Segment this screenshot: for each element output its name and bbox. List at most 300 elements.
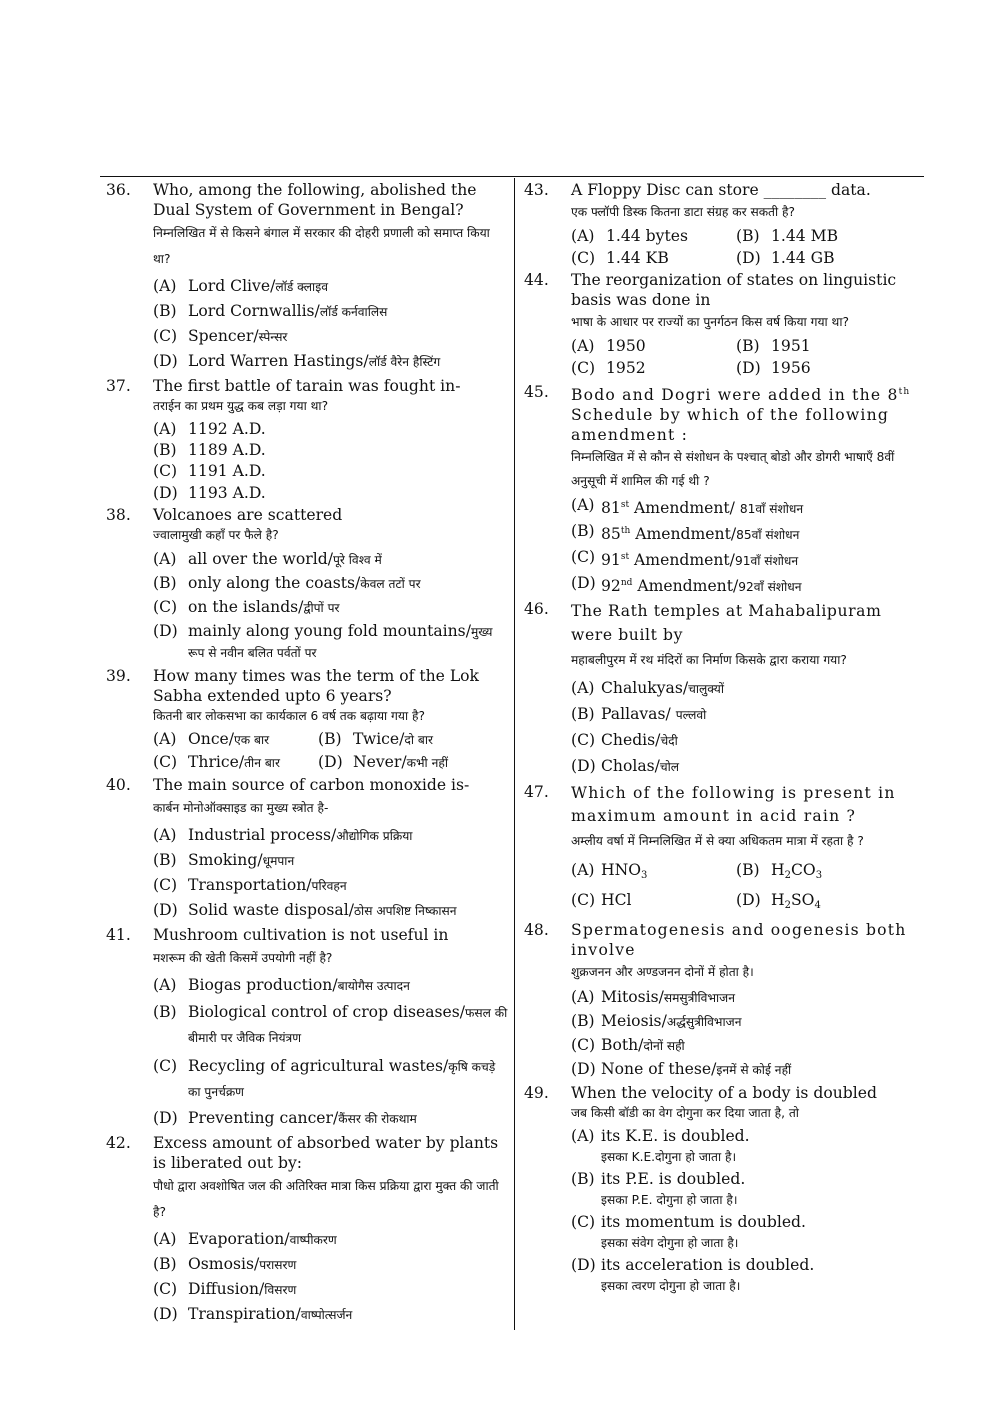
option-text-en: Never/ [353, 753, 407, 771]
option-b [153, 1254, 508, 1275]
option-label: (D) [153, 901, 178, 919]
option-text-en: Lord Clive/ [188, 277, 276, 295]
option-text-en: 1.44 MB [771, 227, 839, 245]
question-text-en: When the velocity of a body is doubled [571, 1084, 877, 1102]
option-row [571, 336, 922, 356]
option-text-hi: स्पेन्सर [258, 330, 288, 344]
question-text-hi: अम्लीय वर्षा में निम्नलिखित में से क्या अधिकतम मात्रा में रहता है ? [571, 834, 864, 848]
option-label: (D) [571, 574, 596, 592]
option-c [153, 326, 508, 347]
option-b [318, 729, 483, 750]
option-text-en: Smoking/ [188, 851, 263, 869]
option-b [736, 860, 901, 886]
question-text-hi: कार्बन मोनोऑक्साइड का मुख्य स्त्रोत है- [153, 801, 329, 815]
question-text-hi: निम्नलिखित में से किसने बंगाल में सरकार की दोहरी प्रणाली को समाप्त किया था? [153, 226, 490, 266]
option-label: (C) [153, 327, 178, 345]
option-text-hi: पल्लवो [675, 708, 707, 722]
option-b [571, 1169, 922, 1211]
option-text-en: Transportation/ [188, 876, 312, 894]
question-number: 45. [524, 383, 549, 401]
question-37 [106, 376, 508, 503]
option-b [571, 1011, 922, 1032]
option-text-en: Meiosis/ [601, 1012, 667, 1030]
option-label: (A) [571, 861, 595, 879]
option-label: (D) [571, 757, 596, 775]
option-text-hi: इसका K.E.दोगुना हो जाता है। [601, 1150, 737, 1164]
ordinal: 85 [601, 525, 621, 543]
option-text-en: 1.44 GB [771, 249, 835, 267]
option-d [318, 752, 483, 773]
option-a [153, 549, 508, 570]
option-row [153, 752, 508, 773]
option-text-hi: तीन बार [244, 756, 280, 770]
option-text-hi: इसका त्वरण दोगुना हो जाता है। [601, 1279, 741, 1293]
question-text-hi: जब किसी बॉडी का वेग दोगुना कर दिया जाता है, तो [571, 1106, 799, 1120]
question-number: 39. [106, 667, 131, 685]
question-number: 38. [106, 506, 131, 524]
option-text-en: 1.44 KB [606, 249, 669, 267]
option-label: (A) [153, 1230, 177, 1248]
question-text-hi: कितनी बार लोकसभा का कार्यकाल 6 वर्ष तक बढ़ाया गया है? [153, 709, 425, 723]
option-label: (D) [153, 1109, 178, 1127]
option-text-en: Industrial process/ [188, 826, 337, 844]
question-46 [524, 599, 922, 777]
option-c [153, 752, 318, 773]
option-a [571, 336, 736, 356]
option-label: (C) [153, 1280, 178, 1298]
options [571, 1126, 922, 1297]
text-part: Schedule by which of the following amendment : [571, 406, 890, 444]
left-column [106, 180, 508, 1329]
option-d [153, 351, 508, 372]
option-text-hi: परासरण [259, 1258, 297, 1272]
option-c [571, 248, 736, 268]
formula-part: HNO [601, 861, 642, 879]
option-text-en: Chalukyas/ [601, 679, 689, 697]
option-text-hi: इसका P.E. दोगुना हो जाता है। [601, 1193, 738, 1207]
question-number: 36. [106, 181, 131, 199]
option-label: (B) [153, 302, 177, 320]
option-text-en: Lord Cornwallis/ [188, 302, 320, 320]
option-label: (B) [736, 227, 760, 245]
option-label: (C) [571, 731, 596, 749]
superscript: st [620, 500, 630, 510]
formula-part: CO [790, 861, 816, 879]
question-text-en: The main source of carbon monoxide is- [153, 776, 470, 794]
option-text-en: Biogas production/ [188, 976, 338, 994]
options [153, 975, 508, 1129]
option-b [153, 1000, 508, 1050]
option-label: (A) [571, 988, 595, 1006]
option-text-en: Lord Warren Hastings/ [188, 352, 369, 370]
option-c [571, 358, 736, 378]
option-d [153, 621, 508, 663]
option-label: (D) [318, 753, 343, 771]
option-a [571, 987, 922, 1008]
option-row [571, 860, 922, 886]
option-d [153, 1108, 508, 1129]
option-label: (C) [571, 249, 596, 267]
option-b [153, 440, 508, 460]
option-a [153, 729, 318, 750]
option-text-hi: चालुक्यों [688, 682, 725, 696]
option-label: (A) [153, 730, 177, 748]
option-label: (C) [153, 462, 178, 480]
question-number: 42. [106, 1134, 131, 1152]
option-a [153, 975, 508, 996]
question-text-en [571, 382, 922, 445]
option-b [153, 301, 508, 322]
option-a [571, 1126, 922, 1168]
question-number: 40. [106, 776, 131, 794]
option-label: (B) [571, 705, 595, 723]
superscript: st [620, 552, 630, 562]
option-c [571, 1212, 922, 1254]
question-text-hi: तराईन का प्रथम युद्ध कब लड़ा गया था? [153, 399, 329, 413]
option-d [571, 1255, 922, 1297]
subscript: 3 [815, 870, 823, 881]
option-text-en: on the islands/ [188, 598, 304, 616]
subscript: 4 [814, 900, 821, 911]
question-number: 43. [524, 181, 549, 199]
option-label: (C) [153, 598, 178, 616]
question-48 [524, 920, 922, 1080]
ordinal: 81 [601, 499, 621, 517]
option-text-en: its acceleration is doubled. [601, 1256, 815, 1274]
option-text-en: Preventing cancer/ [188, 1109, 339, 1127]
option-b [153, 573, 508, 594]
option-text-en: only along the coasts/ [188, 574, 361, 592]
option-label: (A) [153, 277, 177, 295]
question-text-hi: महाबलीपुरम में रथ मंदिरों का निर्माण किसके द्वारा कराया गया? [571, 653, 847, 667]
option-label: (C) [571, 548, 596, 566]
option-label: (B) [736, 861, 760, 879]
option-text-hi: धूमपान [262, 854, 295, 868]
question-number: 37. [106, 377, 131, 395]
question-number: 44. [524, 271, 549, 289]
option-text-hi: परिवहन [311, 879, 347, 893]
option-c [153, 597, 508, 618]
option-text-hi: कभी नहीं [406, 756, 448, 770]
option-label: (B) [571, 1012, 595, 1030]
subscript: 2 [784, 900, 791, 911]
question-text-hi: एक फ्लॉपी डिस्क कितना डाटा संग्रह कर सकती है? [571, 205, 795, 219]
option-label: (D) [153, 352, 178, 370]
option-text-en: Both/ [601, 1036, 644, 1054]
option-d [153, 483, 508, 503]
option-text-en: Thrice/ [188, 753, 245, 771]
question-42 [106, 1133, 508, 1325]
option-text-en: 1952 [606, 359, 646, 377]
question-45 [524, 382, 922, 597]
question-text-en: Spermatogenesis and oogenesis both involve [571, 921, 907, 959]
option-text-en: Amendment/ [629, 551, 735, 569]
option-d [153, 900, 508, 921]
option-c [571, 890, 736, 916]
text-part: Bodo and Dogri were added in the 8 [571, 386, 899, 404]
option-d [153, 1304, 508, 1325]
formula-part: SO [790, 891, 815, 909]
question-text-en: The reorganization of states on linguistic basis was done in [571, 271, 897, 309]
top-rule [100, 176, 924, 177]
option-label: (B) [153, 441, 177, 459]
superscript: th [620, 526, 631, 536]
option-text-en: Chedis/ [601, 731, 661, 749]
question-text-en: How many times was the term of the Lok Sabha extended upto 6 years? [153, 667, 480, 705]
option-text-hi: इसका संवेग दोगुना हो जाता है। [601, 1236, 739, 1250]
question-text-en: Volcanoes are scattered [153, 506, 343, 524]
option-text-hi: समसुत्रीविभाजन [663, 991, 735, 1005]
question-36 [106, 180, 508, 372]
option-text-en: 1950 [606, 337, 646, 355]
question-number: 46. [524, 600, 549, 618]
option-text-en: Amendment/ [632, 577, 739, 595]
option-c [153, 1054, 508, 1104]
option-text-en: 1189 A.D. [188, 441, 266, 459]
option-c [153, 461, 508, 481]
question-text-en: A Floppy Disc can store ________ data. [571, 181, 871, 199]
option-text-en: Amendment/ [630, 525, 737, 543]
option-a [571, 495, 922, 519]
option-label: (A) [153, 976, 177, 994]
superscript: nd [620, 578, 633, 588]
option-text-hi: वाष्पोत्सर्जन [300, 1308, 353, 1322]
formula-part: H [771, 861, 785, 879]
option-label: (B) [571, 1170, 595, 1188]
option-text-hi: दो बार [404, 733, 434, 747]
formula-part: HCl [601, 891, 632, 909]
option-text-en: 1951 [771, 337, 811, 355]
option-d [736, 890, 901, 916]
question-number: 41. [106, 926, 131, 944]
option-text-en: Twice/ [353, 730, 405, 748]
option-label: (D) [571, 1060, 596, 1078]
subscript: 2 [784, 870, 791, 881]
options [153, 549, 508, 663]
option-label: (A) [571, 227, 595, 245]
option-text-en: Amendment/ [629, 499, 740, 517]
option-row [571, 248, 922, 268]
question-text-en: The first battle of tarain was fought in- [153, 377, 461, 395]
option-text-hi: मुख्य रूप से नवीन बलित पर्वतों पर [188, 625, 493, 660]
option-text-hi: बायोगैस उत्पादन [337, 979, 410, 993]
option-c [153, 875, 508, 896]
option-text-en: Cholas/ [601, 757, 660, 775]
option-text-hi: द्वीपों पर [303, 601, 340, 615]
option-label: (C) [571, 359, 596, 377]
formula-part: H [771, 891, 785, 909]
question-44 [524, 270, 922, 378]
option-text-en: 1193 A.D. [188, 484, 266, 502]
option-text-hi: चेदी [660, 734, 678, 748]
ordinal: 92 [601, 577, 621, 595]
option-label: (D) [571, 1256, 596, 1274]
question-number: 47. [524, 783, 549, 801]
option-d [571, 1059, 922, 1080]
option-text-hi: 91वाँ संशोधन [734, 554, 799, 568]
option-text-hi: 92वाँ संशोधन [738, 580, 802, 594]
option-text-hi: ठोस अपशिष्ट निष्कासन [353, 904, 457, 918]
option-label: (D) [736, 891, 761, 909]
question-47 [524, 782, 922, 916]
question-39 [106, 666, 508, 773]
option-label: (A) [153, 550, 177, 568]
option-text-hi: पूरे विश्व में [332, 553, 382, 567]
option-text-hi: एक बार [234, 733, 270, 747]
question-text-hi: भाषा के आधार पर राज्यों का पुनर्गठन किस वर्ष किया गया था? [571, 315, 849, 329]
question-text-hi: निम्नलिखित में से कौन से संशोधन के पश्चात् बोडो और डोगरी भाषाएँ 8वीं अनुसूची में शामिल की गई थी ? [571, 450, 895, 488]
option-row [571, 890, 922, 916]
option-label: (C) [153, 753, 178, 771]
option-text-hi: लॉर्ड वैरेन हैस्टिंग [368, 355, 441, 369]
option-label: (B) [153, 574, 177, 592]
option-label: (A) [571, 1127, 595, 1145]
question-number: 49. [524, 1084, 549, 1102]
options [153, 276, 508, 372]
option-text-en: Diffusion/ [188, 1280, 265, 1298]
option-text-en: its momentum is doubled. [601, 1213, 806, 1231]
option-text-hi: विसरण [264, 1283, 297, 1297]
option-a [153, 825, 508, 846]
option-text-hi: लॉर्ड कर्नवालिस [319, 305, 388, 319]
option-text-en: Recycling of agricultural wastes/ [188, 1057, 449, 1075]
options [153, 1229, 508, 1325]
option-a [153, 276, 508, 297]
options [571, 678, 922, 777]
question-41 [106, 925, 508, 1129]
option-label: (C) [571, 1213, 596, 1231]
option-b [571, 521, 922, 545]
superscript: th [898, 387, 911, 397]
option-text-en: None of these/ [601, 1060, 717, 1078]
option-row [153, 729, 508, 750]
subscript: 3 [641, 870, 648, 881]
option-label: (C) [153, 876, 178, 894]
option-a [153, 1229, 508, 1250]
option-label: (B) [153, 851, 177, 869]
ordinal: 91 [601, 551, 621, 569]
option-label: (C) [153, 1057, 178, 1075]
option-text-en: Solid waste disposal/ [188, 901, 354, 919]
option-label: (B) [318, 730, 342, 748]
option-text-en: Mitosis/ [601, 988, 664, 1006]
option-text-hi: अर्द्धसुत्रीविभाजन [666, 1015, 742, 1029]
option-label: (A) [571, 496, 595, 514]
option-text-hi: लॉर्ड क्लाइव [275, 280, 328, 294]
question-text-en: The Rath temples at Mahabalipuram were built by [571, 602, 882, 644]
option-text-en: its P.E. is doubled. [601, 1170, 746, 1188]
question-text-hi: शुक्रजनन और अण्डजनन दोनों में होता है। [571, 965, 754, 979]
option-text-hi: औद्योगिक प्रक्रिया [336, 829, 413, 843]
options [571, 495, 922, 597]
option-text-hi: 85वाँ संशोधन [736, 528, 800, 542]
option-label: (D) [736, 359, 761, 377]
right-column [524, 180, 922, 1298]
option-b [571, 704, 922, 725]
option-c [571, 547, 922, 571]
option-row [571, 358, 922, 378]
question-text-hi: ज्वालामुखी कहाँ पर फैले है? [153, 528, 279, 542]
option-label: (D) [153, 1305, 178, 1323]
option-b [153, 850, 508, 871]
question-number: 48. [524, 921, 549, 939]
option-text-hi: दोनों सही [643, 1039, 685, 1053]
option-text-hi: कैंसर की रोकथाम [338, 1112, 417, 1126]
question-43 [524, 180, 922, 268]
option-text-hi: वाष्पीकरण [289, 1233, 337, 1247]
options [153, 825, 508, 921]
option-label: (A) [571, 337, 595, 355]
option-label: (A) [153, 420, 177, 438]
option-text-hi: चोल [659, 760, 680, 774]
option-text-en: 1192 A.D. [188, 420, 266, 438]
options [571, 987, 922, 1080]
option-b [736, 226, 901, 246]
option-text-en: Transpiration/ [188, 1305, 301, 1323]
option-text-hi: 81वाँ संशोधन [739, 502, 804, 516]
question-text-en: Which of the following is present in maximum amount in acid rain ? [571, 784, 896, 825]
option-label: (A) [153, 826, 177, 844]
question-text-en: Who, among the following, abolished the Dual System of Government in Bengal? [153, 181, 477, 219]
option-label: (B) [571, 522, 595, 540]
column-divider [514, 178, 515, 1330]
question-text-en: Mushroom cultivation is not useful in [153, 926, 449, 944]
option-text-hi: फसल की बीमारी पर जैविक नियंत्रण [188, 1006, 508, 1045]
option-text-en: all over the world/ [188, 550, 333, 568]
option-row [571, 226, 922, 246]
option-label: (D) [153, 484, 178, 502]
option-text-en: Pallavas/ [601, 705, 676, 723]
option-d [736, 248, 901, 268]
option-c [571, 730, 922, 751]
option-text-en: Once/ [188, 730, 235, 748]
option-text-en: its K.E. is doubled. [601, 1127, 750, 1145]
option-d [736, 358, 901, 378]
option-text-en: mainly along young fold mountains/ [188, 622, 471, 640]
option-a [571, 678, 922, 699]
option-text-hi: कृषि कचड़े का पुनर्चक्रण [188, 1060, 496, 1099]
option-c [571, 1035, 922, 1056]
option-d [571, 573, 922, 597]
option-label: (B) [153, 1003, 177, 1021]
options [153, 419, 508, 503]
option-label: (D) [153, 622, 178, 640]
option-text-en: 1956 [771, 359, 811, 377]
question-49 [524, 1083, 922, 1297]
option-text-en: 1191 A.D. [188, 462, 266, 480]
option-label: (B) [736, 337, 760, 355]
option-d [571, 756, 922, 777]
question-text-en: Excess amount of absorbed water by plants is liberated out by: [153, 1134, 499, 1172]
option-b [736, 336, 901, 356]
option-c [153, 1279, 508, 1300]
option-a [571, 860, 736, 886]
option-label: (A) [571, 679, 595, 697]
question-text-hi: पौधो द्वारा अवशोषित जल की अतिरिक्त मात्रा किस प्रक्रिया द्वारा मुक्त की जाती है? [153, 1179, 499, 1219]
option-text-en: 1.44 bytes [606, 227, 688, 245]
option-a [571, 226, 736, 246]
question-40 [106, 775, 508, 921]
option-text-hi: केवल तटों पर [360, 577, 421, 591]
option-text-hi: इनमें से कोई नहीं [716, 1063, 792, 1077]
option-label: (B) [153, 1255, 177, 1273]
option-label: (C) [571, 1036, 596, 1054]
question-38 [106, 505, 508, 663]
question-text-hi: मशरूम की खेती किसमें उपयोगी नहीं है? [153, 951, 333, 965]
option-text-en: Osmosis/ [188, 1255, 260, 1273]
option-a [153, 419, 508, 439]
option-text-en: Evaporation/ [188, 1230, 290, 1248]
